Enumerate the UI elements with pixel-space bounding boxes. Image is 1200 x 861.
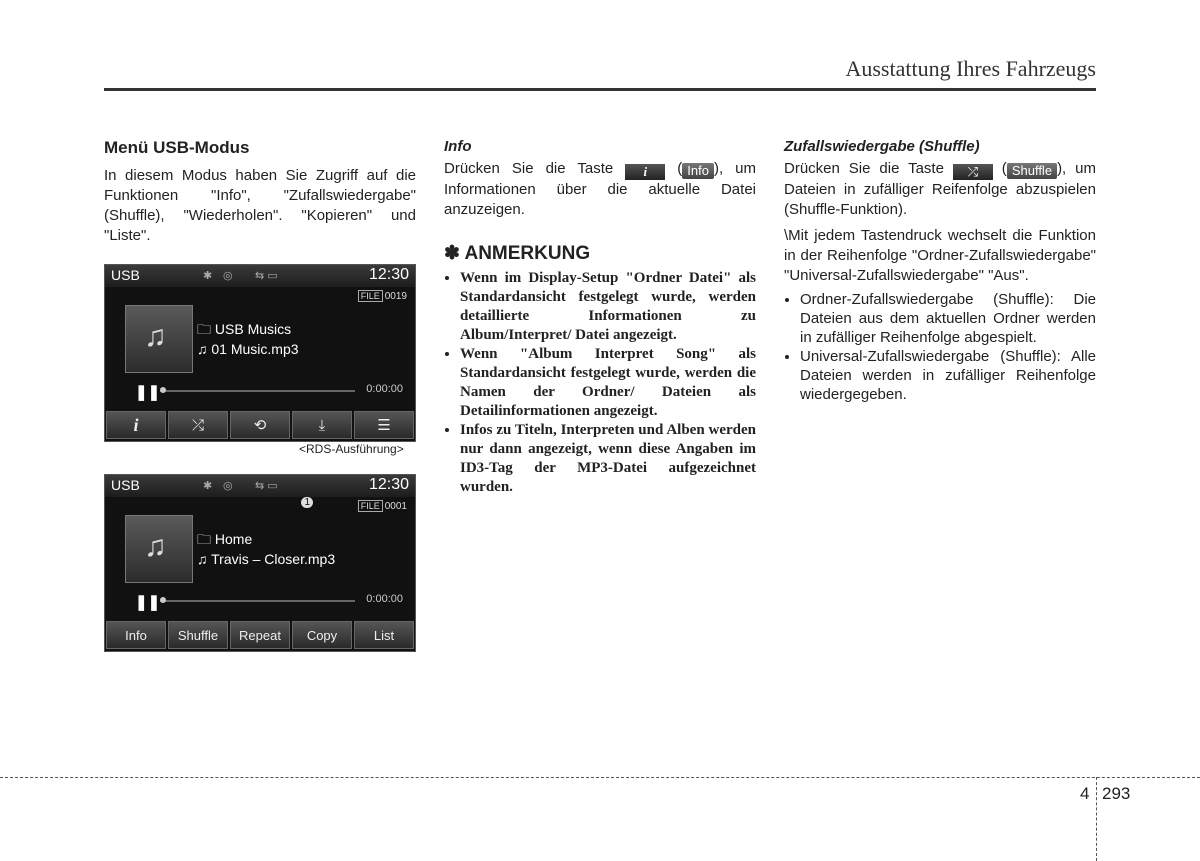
rds-caption: <RDS-Ausführung> bbox=[299, 442, 404, 456]
track-line: ♫ 01 Music.mp3 bbox=[197, 341, 299, 357]
playback-time: 0:00:00 bbox=[366, 383, 403, 395]
folder-line: 🗀 USB Musics bbox=[197, 321, 292, 337]
shuffle-item: • Ordner-Zufallswiedergabe (Shuffle): Die Dateien aus dem aktuellen Ordner werden in zufälliger Reihenfolge abgespielt. bbox=[800, 290, 1096, 347]
folder-icon: 🗀 bbox=[197, 321, 211, 337]
usb-stick-icon: ♫ bbox=[144, 320, 167, 353]
bluetooth-icon: ✱ bbox=[203, 270, 213, 282]
info-icon: i bbox=[133, 414, 139, 435]
copy-button[interactable] bbox=[292, 411, 352, 439]
progress-knob[interactable] bbox=[160, 597, 166, 603]
usb-screen-standard bbox=[104, 474, 416, 652]
info-button[interactable]: Info bbox=[106, 621, 166, 649]
footer-divider bbox=[0, 777, 1200, 778]
usb-status-icon: ⇆ ▭ bbox=[255, 270, 278, 282]
screen-clock: 12:30 bbox=[368, 266, 409, 283]
column-info bbox=[444, 138, 756, 497]
shuffle-body: Drücken Sie die Taste ⤮ ( Shuffle ), um Dateien in zufälliger Reifenfolge abzuspielen (Shuffle-Funktion). bbox=[784, 160, 1096, 218]
screen-button-row bbox=[105, 409, 415, 441]
screen-source-label: USB bbox=[111, 477, 140, 493]
note-item: • Wenn im Display-Setup "Ordner Datei" als Standardansicht festgelegt wurde, werden detaillierte Informationen zu Album/Interpret/ Datei angezeigt. bbox=[460, 269, 756, 345]
disc-icon: ◎ bbox=[223, 480, 233, 492]
album-art bbox=[125, 515, 193, 583]
info-key-label: Info bbox=[682, 163, 714, 179]
column-shuffle bbox=[784, 138, 1096, 404]
note-title: ✽ ANMERKUNG bbox=[444, 243, 591, 264]
shuffle-heading: Zufallswiedergabe (Shuffle) bbox=[784, 138, 980, 155]
shuffle-para2: \Mit jedem Tastendruck wechselt die Funktion in der Reihenfolge "Ordner-Zufallswiedergabe" "Universal-Zufallswiedergabe" "Aus". bbox=[784, 227, 1096, 284]
shuffle-icon: ⤮ bbox=[191, 416, 204, 434]
folder-icon: 🗀 bbox=[197, 531, 211, 547]
shuffle-key-label: Shuffle bbox=[1007, 163, 1057, 179]
shuffle-button[interactable] bbox=[168, 411, 228, 439]
bluetooth-icon: ✱ bbox=[203, 480, 213, 492]
info-heading: Info bbox=[444, 138, 472, 155]
music-note-icon: ♫ bbox=[197, 341, 208, 357]
info-key-icon: i bbox=[625, 164, 665, 180]
list-button[interactable]: List bbox=[354, 621, 414, 649]
disc-icon: ◎ bbox=[223, 270, 233, 282]
progress-bar[interactable] bbox=[160, 600, 355, 602]
copy-icon: ⤓ bbox=[318, 416, 326, 434]
screen-clock: 12:30 bbox=[368, 476, 409, 493]
shuffle-mode-badge: 1 bbox=[301, 497, 313, 508]
info-body: Drücken Sie die Taste i ( Info ), um Informationen über die aktuelle Datei anzuzeigen. bbox=[444, 160, 756, 218]
progress-knob[interactable] bbox=[160, 387, 166, 393]
album-art bbox=[125, 305, 193, 373]
header-rule bbox=[104, 88, 1096, 91]
repeat-button[interactable] bbox=[230, 411, 290, 439]
note-list bbox=[444, 269, 756, 497]
usb-screen-rds bbox=[104, 264, 416, 442]
shuffle-list bbox=[784, 290, 1096, 404]
list-button[interactable] bbox=[354, 411, 414, 439]
folder-line: 🗀 Home bbox=[197, 531, 253, 547]
note-item: • Wenn "Album Interpret Song" als Standardansicht festgelegt wurde, werden die Namen der Ordner/ Dateien als Detailinformationen angezeigt. bbox=[460, 345, 756, 421]
pause-icon[interactable]: ❚❚ bbox=[135, 384, 161, 401]
file-counter: FILE 0019 bbox=[358, 291, 407, 302]
usb-mode-heading: Menü USB-Modus bbox=[104, 138, 250, 157]
usb-status-icon: ⇆ ▭ bbox=[255, 480, 278, 492]
page-header-title: Ausstattung Ihres Fahrzeugs bbox=[845, 56, 1096, 81]
screen-button-row bbox=[105, 619, 415, 651]
shuffle-button[interactable]: Shuffle bbox=[168, 621, 228, 649]
info-button[interactable] bbox=[106, 411, 166, 439]
copy-button[interactable]: Copy bbox=[292, 621, 352, 649]
footer-vertical-divider bbox=[1096, 777, 1097, 861]
column-usb-mode bbox=[104, 138, 416, 246]
list-icon: ☰ bbox=[377, 417, 391, 434]
usb-stick-icon: ♫ bbox=[144, 530, 167, 563]
repeat-button[interactable]: Repeat bbox=[230, 621, 290, 649]
track-line: ♫ Travis – Closer.mp3 bbox=[197, 551, 336, 567]
usb-mode-body: In diesem Modus haben Sie Zugriff auf die Funktionen "Info", "Zufallswiedergabe" (Shuffle), "Wiederholen". "Kopieren" und "Liste". bbox=[104, 167, 416, 244]
playback-time: 0:00:00 bbox=[366, 593, 403, 605]
page-number: 293 bbox=[1102, 784, 1131, 803]
progress-bar[interactable] bbox=[160, 390, 355, 392]
music-note-icon: ♫ bbox=[197, 551, 208, 567]
chapter-number: 4 bbox=[1080, 784, 1090, 803]
pause-icon[interactable]: ❚❚ bbox=[135, 594, 161, 611]
shuffle-key-icon: ⤮ bbox=[953, 164, 993, 180]
screen-source-label: USB bbox=[111, 267, 140, 283]
file-counter: FILE 0001 bbox=[358, 501, 407, 512]
repeat-icon: ⟲ bbox=[253, 417, 267, 434]
shuffle-item: • Universal-Zufallswiedergabe (Shuffle): Alle Dateien werden in zufälliger Reihenfolge wiedergegeben. bbox=[800, 347, 1096, 404]
note-item: • Infos zu Titeln, Interpreten und Alben werden nur dann angezeigt, wenn diese Angaben im ID3-Tag der MP3-Datei aufgezeichnet wurden. bbox=[460, 421, 756, 497]
